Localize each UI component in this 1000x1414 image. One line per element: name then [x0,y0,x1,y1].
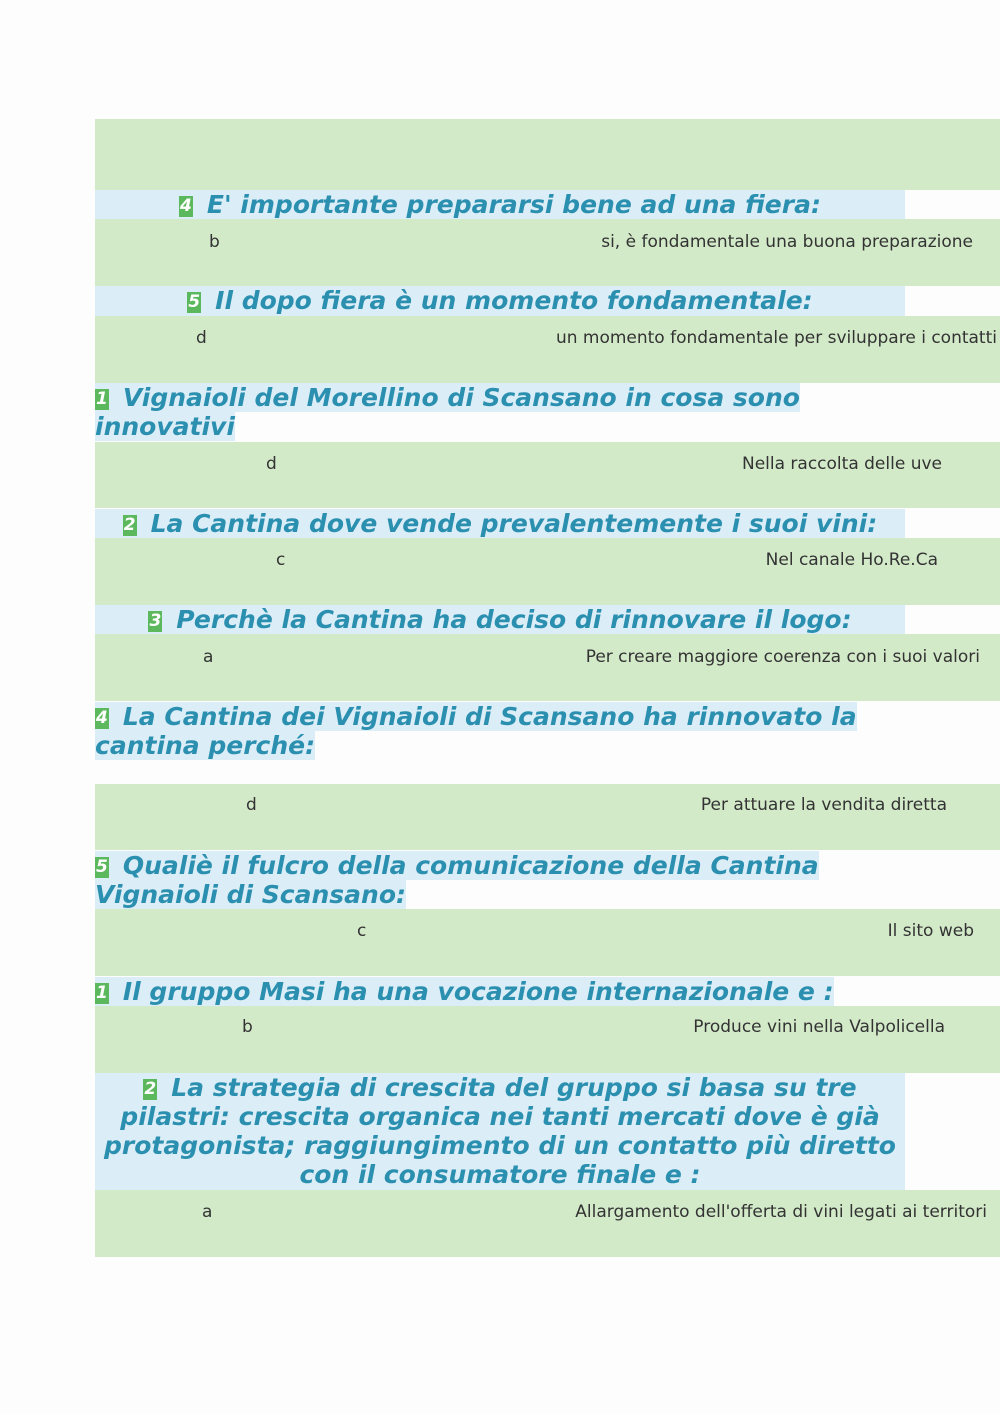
answer-row [95,784,1000,850]
answer-text: Per creare maggiore coerenza con i suoi valori [585,647,980,667]
question-number-badge: 4 [180,196,192,216]
question-text-line-1: Qualiè il fulcro della comunicazione della Cantina [122,851,819,880]
answer-letter: c [276,550,286,570]
question-text-line-4: con il consumatore finale e : [299,1160,701,1189]
answer-text: un momento fondamentale per sviluppare i contatti [555,328,997,348]
top-block [95,119,1000,190]
answer-letter: a [203,647,214,667]
answer-text: si, è fondamentale una buona preparazione [601,232,973,252]
question-number-badge: 1 [96,389,108,409]
answer-row [95,442,1000,508]
question-number-badge: 1 [96,983,108,1003]
question-number-badge: 3 [149,611,162,631]
question-number-badge: 2 [144,1079,157,1099]
answer-text: Il sito web [887,921,974,941]
question-text-line-1: La strategia di crescita del gruppo si basa su tre [171,1073,857,1102]
question-number-badge: 2 [123,515,136,535]
answer-text: Allargamento dell'offerta di vini legati ai territori [575,1202,987,1222]
answer-letter: d [196,328,207,348]
question-text: Il gruppo Masi ha una vocazione internazionale e : [122,977,834,1006]
question-text-line-2: Vignaioli di Scansano: [95,880,407,909]
answer-letter: d [266,454,277,474]
question-number-badge: 5 [96,857,108,877]
question-text: La Cantina dove vende prevalentemente i suoi vini: [150,509,878,538]
answer-text: Per attuare la vendita diretta [700,795,947,815]
answer-letter: a [202,1202,213,1222]
question-heading [95,190,905,219]
answer-row [95,634,1000,701]
answer-row [95,538,1000,605]
question-heading [95,977,875,1006]
answer-row [95,316,1000,383]
question-heading [95,851,875,909]
answer-text: Nel canale Ho.Re.Ca [765,550,938,570]
question-heading [95,383,875,441]
question-heading [95,1073,905,1190]
question-number-badge: 4 [96,708,108,728]
answer-letter: d [246,795,257,815]
question-text-line-2: cantina perché: [95,731,316,760]
question-text-line-2: pilastri: crescita organica nei tanti mercati dove è già [120,1102,880,1131]
answer-row [95,909,1000,976]
answer-row [95,1006,1000,1073]
answer-text: Produce vini nella Valpolicella [693,1017,945,1037]
question-heading [95,509,905,538]
question-heading [95,702,875,760]
answer-text: Nella raccolta delle uve [741,454,942,474]
question-text: Perchè la Cantina ha deciso di rinnovare il logo: [176,605,852,634]
answer-row [95,219,1000,286]
question-text: E' importante prepararsi bene ad una fiera: [206,190,821,219]
question-heading [95,286,905,316]
question-text-line-1: La Cantina dei Vignaioli di Scansano ha rinnovato la [122,702,857,731]
question-text-line-1: Vignaioli del Morellino di Scansano in cosa sono [122,383,800,412]
question-text: Il dopo fiera è un momento fondamentale: [215,286,813,315]
question-number-badge: 5 [188,292,201,312]
answer-letter: b [209,232,220,252]
question-text-line-3: protagonista; raggiungimento di un contatto più diretto [104,1131,896,1160]
question-heading [95,605,905,634]
answer-letter: c [357,921,367,941]
answer-letter: b [242,1017,253,1037]
question-text-line-2: innovativi [95,412,235,441]
answer-row [95,1190,1000,1257]
